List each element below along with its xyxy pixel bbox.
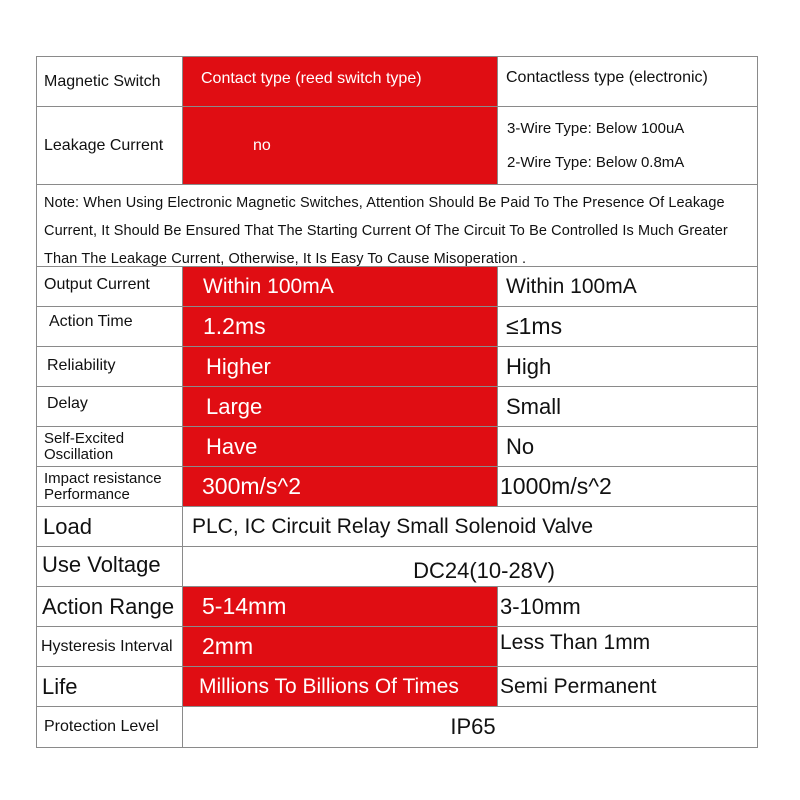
spec-table: [36, 56, 758, 748]
row-impact-resistance: [36, 466, 758, 506]
label-action-range: Action Range: [42, 593, 175, 619]
row-leakage-current: [36, 106, 758, 184]
hysteresis-contact: 2mm: [183, 627, 497, 666]
self-excited-contact: Have: [183, 427, 497, 466]
row-protection-level: [36, 706, 758, 748]
output-current-contact: Within 100mA: [183, 267, 497, 306]
row-self-excited: [36, 426, 758, 466]
action-range-contactless: 3-10mm: [500, 593, 581, 619]
label-impact-line1: Impact resistance: [44, 469, 162, 487]
reliability-contactless: High: [506, 353, 552, 379]
impact-contact: 300m/s^2: [183, 467, 497, 506]
use-voltage-value: DC24(10-28V): [413, 557, 555, 583]
label-life: Life: [42, 673, 78, 699]
row-note: [36, 184, 758, 266]
label-impact-resistance: [37, 467, 182, 506]
row-action-time: [36, 306, 758, 346]
label-hysteresis: Hysteresis Interval: [41, 637, 173, 655]
reliability-contact: Higher: [183, 347, 497, 386]
action-range-contact: 5-14mm: [183, 587, 497, 626]
label-impact-line2: Performance: [44, 485, 130, 503]
contact-type-header: Contact type (reed switch type): [183, 57, 497, 106]
label-leakage-current: Leakage Current: [44, 136, 164, 154]
action-time-contact: 1.2ms: [183, 307, 497, 346]
label-self-excited: [37, 427, 182, 466]
leakage-note: Note: When Using Electronic Magnetic Switches, Attention Should Be Paid To The Presence Of Leakage Current, It Should Be Ensured That The Starting Current Of The Circuit To Be Controlled Is Much Greater Than The Leakage Current, Otherwise, It Is Easy To Cause Misoperation .: [44, 195, 728, 267]
action-time-contactless: ≤1ms: [506, 313, 563, 339]
label-load: Load: [43, 513, 92, 539]
row-reliability: [36, 346, 758, 386]
leakage-3wire: 3-Wire Type: Below 100uA: [507, 119, 685, 137]
hysteresis-contactless: Less Than 1mm: [500, 631, 651, 654]
label-action-time: Action Time: [49, 313, 133, 330]
row-use-voltage: [36, 546, 758, 586]
row-life: [36, 666, 758, 706]
label-output-current: Output Current: [44, 276, 150, 293]
label-reliability: Reliability: [47, 357, 116, 374]
leakage-contactless: [498, 107, 757, 184]
life-contact: Millions To Billions Of Times: [183, 667, 497, 706]
row-magnetic-switch: [36, 56, 758, 106]
delay-contactless: Small: [506, 393, 562, 419]
label-use-voltage: Use Voltage: [42, 552, 161, 577]
output-current-contactless: Within 100mA: [506, 274, 637, 298]
label-magnetic-switch: Magnetic Switch: [44, 72, 161, 90]
row-action-range: [36, 586, 758, 626]
contactless-type-header: Contactless type (electronic): [506, 69, 708, 86]
impact-contactless: 1000m/s^2: [500, 473, 612, 499]
label-self-excited-line2: Oscillation: [44, 445, 114, 463]
life-contactless: Semi Permanent: [500, 674, 657, 698]
label-self-excited-line1: Self-Excited: [44, 429, 125, 447]
protection-value: IP65: [450, 714, 496, 739]
row-output-current: [36, 266, 758, 306]
self-excited-contactless: No: [506, 433, 535, 459]
row-delay: [36, 386, 758, 426]
label-protection-level: Protection Level: [44, 718, 159, 735]
load-value: PLC, IC Circuit Relay Small Solenoid Valve: [192, 514, 594, 538]
label-delay: Delay: [47, 395, 88, 412]
delay-contact: Large: [183, 387, 497, 426]
row-hysteresis: [36, 626, 758, 666]
leakage-contact: no: [183, 107, 497, 184]
row-load: [36, 506, 758, 546]
leakage-2wire: 2-Wire Type: Below 0.8mA: [507, 153, 685, 171]
